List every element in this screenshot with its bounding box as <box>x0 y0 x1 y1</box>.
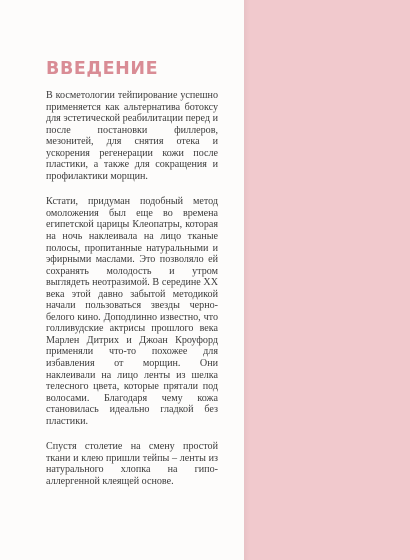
band-edge-shade <box>244 0 250 560</box>
paragraph-modern-tapes: Спустя столетие на смену простой ткани и клею пришли тейпы – ленты из натурального хлопка на гипоаллергенной клеящей основе. <box>46 441 218 487</box>
paragraph-history: Кстати, придуман подобный метод омоложения был еще во времена египетской царицы Клеопатры, которая на ночь наклеивала на лицо тканые полосы, пропитанные натуральными и эфирными маслами. Это позволяло ей сохранять молодость и утром выглядеть неотразимой. В середине XX века этой давно забытой методикой начали пользоваться звезды черно-белого кино. Доподлинно известно, что голливудские актрисы прошлого века Марлен Дитрих и Джоан Кроуфорд применяли что-то похожее для избавления от морщин. Они наклеивали на лицо ленты из шелка телесного цвета, которые прятали под волосами. Благодаря чему кожа становилась идеально гладкой без пластики. <box>46 196 218 427</box>
chapter-heading: ВВЕДЕНИЕ <box>46 59 159 79</box>
text-column <box>46 58 218 502</box>
paragraph-intro: В косметологии тейпирование успешно применяется как альтернатива ботоксу для эстетической реабилитации перед и после постановки филлеров, мезонитей, для снятия отека и ускорения регенерации кожи после пластики, а также для сокращения и профилактики морщин. <box>46 90 218 182</box>
pink-decorative-band <box>244 0 410 560</box>
